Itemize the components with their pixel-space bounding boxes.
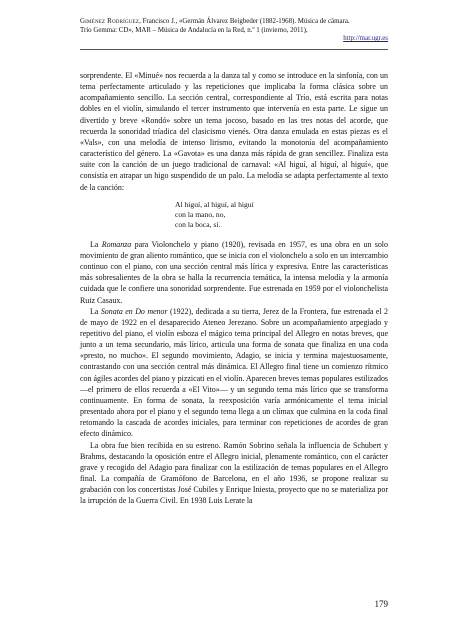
- journal-url-link[interactable]: http://mar.ugr.es: [343, 35, 388, 43]
- paragraph-reception: La obra fue bien recibida en su estreno. Ramón Sobrino señala la influencia de Schubert y Brahms, destacando la oposición entre el Allegro inicial, plenamente romántico, con el carácter grave y recogido del Adagio para finalizar con la estilización de temas populares en el Allegro final. La compañía de Gramófono de Barcelona, en el año 1936, se propone realizar su grabación con los concertistas José Cubiles y Enrique Iniesta, proyecto que no se materializa por la irrupción de la Guerra Civil. En 1938 Luis Lerate la: [80, 440, 388, 506]
- work-title-romanza: Romanza: [101, 239, 132, 249]
- citation-header: [80, 18, 388, 44]
- work-title-sonata: Sonata en Do menor: [100, 306, 168, 316]
- page-number: 179: [374, 599, 388, 609]
- header-divider: [80, 49, 388, 50]
- paragraph-romanza-text: para Violonchelo y piano (1920), revisada en 1957, es una obra en un solo movimiento de gran aliento romántico, que se inicia con el violonchelo a solo en un intercambio continuo con el piano, con una sección central más lírica y expresiva. Entre las características más sobresalientes de la obra se halla la recurrencia temática, la intensa melodía y la armonía cuidada que le confiere una sonoridad sorprendente. Fue estrenada en 1959 por el violonchelista Ruiz Casaux.: [80, 239, 388, 305]
- lyrics-line: con la mano, no,: [175, 209, 226, 219]
- citation-url-line: [80, 35, 388, 44]
- article-body: [80, 70, 388, 506]
- lyrics-line: con la boca, sí.: [175, 219, 221, 229]
- paragraph-romanza-lead: La: [90, 239, 102, 249]
- citation-title: , Francisco J., «Germán Álvarez Beigbeder (1882-1968). Música de cámara.: [139, 18, 350, 25]
- paragraph-suite-description: sorprendente. El «Minué» nos recuerda a la danza tal y como se introduce en la sinfonía, con un tema perfectamente articulado y las repeticiones que implicaba la forma clásica sobre un acompañamiento sencillo. La sección central, correspondiente al Trío, está escrita para notas dobles en el violín, simulando el tercer instrumento que intervenía en esta parte. Le sigue un divertido y breve «Rondó» sobre un tema jocoso, basado en las tres notas del acorde, que recuerda la sonoridad tríadica del clasicismo vienés. Otra danza emulada en estas piezas es el «Vals», con una melodía de intenso lirismo, evitando la monotonía del acompañamiento característico del género. La «Gavota» es una danza más rápida de gran sencillez. Finaliza esta suite con la canción de un juego tradicional de carnaval: «Al higuí, al higuí, al higuí», que consistía en atrapar un higo suspendido de un palo. La melodía se adapta perfectamente al texto de la canción:: [80, 71, 388, 192]
- paragraph-sonata-text: (1922), dedicada a su tierra, Jerez de la Frontera, fue estrenada el 2 de mayo de 1922 en el desaparecido Ateneo Jerezano. Sobre un acompañamiento arpegiado y repetitivo del piano, el violín esboza el mágico tema principal del Allegro en notas breves, que junto a un tema secundario, más lírico, articula una forma de sonata que finaliza en una coda «presto, no mucho». El segundo movimiento, Adagio, se inicia y termina majestuosamente, contrastando con una sección central más dinámica. El Allegro final tiene un comienzo rítmico con ágiles acordes del piano y pizzicati en el violín. Aparecen breves temas populares estilizados —el primero de ellos recuerda a «El Vito»— y un segundo tema más lírico que se transforma continuamente. En forma de sonata, la reexposición varía armónicamente el tema inicial presentado ahora por el piano y el segundo tema llega a un clímax que culmina en la coda final retomando la cascada de acordes iniciales, para terminar con repeticiones de acordes de gran efecto dinámico.: [80, 306, 389, 439]
- citation-author: Giménez Rodríguez: [80, 18, 140, 25]
- song-lyrics: [175, 200, 388, 230]
- citation-line-2: Trío Gemma: CD», MAR – Música de Andalucía en la Red, n.º 1 (invierno, 2011),: [80, 26, 308, 34]
- lyrics-line: Al higuí, al higuí, al higuí: [175, 199, 254, 209]
- citation-line-1: [80, 18, 388, 27]
- paragraph-romanza: [80, 239, 388, 306]
- paragraph-sonata: [80, 306, 388, 440]
- paragraph-sonata-lead: La: [90, 306, 101, 316]
